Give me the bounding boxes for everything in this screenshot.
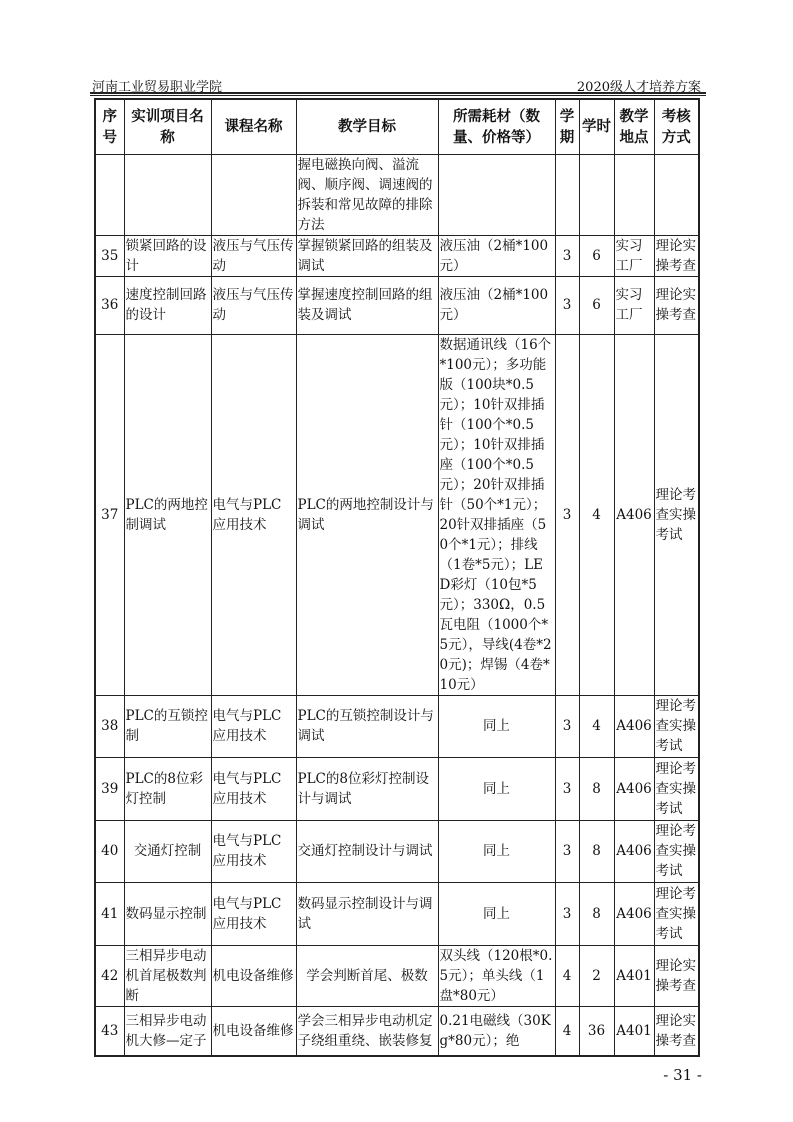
cell-course: 液压与气压传动 bbox=[211, 276, 296, 334]
cell-place: A406 bbox=[614, 757, 654, 820]
column-header: 课程名称 bbox=[211, 99, 296, 154]
cell-hours: 6 bbox=[579, 235, 614, 276]
cell-no: 43 bbox=[95, 1006, 124, 1056]
cell-materials: 同上 bbox=[438, 695, 555, 757]
cell-exam: 理论实操考查 bbox=[654, 1006, 699, 1056]
column-header: 序号 bbox=[95, 99, 124, 154]
cell-place: A406 bbox=[614, 882, 654, 945]
cell-materials: 液压油（2桶*100元） bbox=[438, 235, 555, 276]
cell-goal: 交通灯控制设计与调试 bbox=[296, 820, 438, 882]
column-header: 所需耗材（数量、价格等） bbox=[438, 99, 555, 154]
cell-exam: 理论考查实操考试 bbox=[654, 334, 699, 695]
cell-term: 3 bbox=[555, 820, 579, 882]
column-header: 实训项目名称 bbox=[124, 99, 211, 154]
cell-term: 4 bbox=[555, 945, 579, 1006]
cell-hours: 36 bbox=[579, 1006, 614, 1056]
column-header: 教学目标 bbox=[296, 99, 438, 154]
cell-term: 3 bbox=[555, 882, 579, 945]
cell-project: PLC的8位彩灯控制 bbox=[124, 757, 211, 820]
header-institution: 河南工业贸易职业学院 bbox=[92, 80, 223, 95]
table-row bbox=[95, 276, 699, 334]
table-row bbox=[95, 154, 699, 235]
cell-hours: 4 bbox=[579, 334, 614, 695]
cell-no: 37 bbox=[95, 334, 124, 695]
cell-place: A406 bbox=[614, 695, 654, 757]
cell-no: 38 bbox=[95, 695, 124, 757]
table-row bbox=[95, 882, 699, 945]
cell-project: 数码显示控制 bbox=[124, 882, 211, 945]
cell-term: 3 bbox=[555, 235, 579, 276]
cell-place: 实习工厂 bbox=[614, 235, 654, 276]
page-number: - 31 - bbox=[663, 1066, 702, 1084]
cell-no bbox=[95, 154, 124, 235]
training-projects-table bbox=[94, 98, 700, 1057]
cell-place: A406 bbox=[614, 334, 654, 695]
cell-materials: 双头线（120根*0.5元）；单头线（1盘*80元） bbox=[438, 945, 555, 1006]
cell-goal: 数码显示控制设计与调试 bbox=[296, 882, 438, 945]
cell-place: A406 bbox=[614, 820, 654, 882]
cell-goal: PLC的两地控制设计与调试 bbox=[296, 334, 438, 695]
table-row bbox=[95, 334, 699, 695]
cell-exam: 理论考查实操考试 bbox=[654, 882, 699, 945]
column-header: 学时 bbox=[579, 99, 614, 154]
cell-course: 电气与PLC应用技术 bbox=[211, 820, 296, 882]
cell-course: 机电设备维修 bbox=[211, 1006, 296, 1056]
cell-course: 电气与PLC应用技术 bbox=[211, 695, 296, 757]
page-content bbox=[94, 98, 702, 1085]
cell-hours: 8 bbox=[579, 757, 614, 820]
cell-course bbox=[211, 154, 296, 235]
cell-no: 36 bbox=[95, 276, 124, 334]
header-divider bbox=[90, 92, 706, 94]
cell-exam: 理论考查实操考试 bbox=[654, 695, 699, 757]
cell-hours: 4 bbox=[579, 695, 614, 757]
table-header-row bbox=[95, 99, 699, 154]
cell-course: 机电设备维修 bbox=[211, 945, 296, 1006]
cell-goal: PLC的8位彩灯控制设计与调试 bbox=[296, 757, 438, 820]
cell-project: PLC的互锁控制 bbox=[124, 695, 211, 757]
cell-hours: 8 bbox=[579, 882, 614, 945]
cell-goal: 学会三相异步电动机定子绕组重绕、嵌装修复 bbox=[296, 1006, 438, 1056]
cell-term: 3 bbox=[555, 757, 579, 820]
column-header: 教学地点 bbox=[614, 99, 654, 154]
cell-exam: 理论考查实操考试 bbox=[654, 820, 699, 882]
cell-place bbox=[614, 154, 654, 235]
table-row bbox=[95, 820, 699, 882]
cell-materials: 同上 bbox=[438, 882, 555, 945]
header-doc-title: 2020级人才培养方案 bbox=[576, 80, 701, 95]
cell-project: 三相异步电动机首尾极数判断 bbox=[124, 945, 211, 1006]
cell-project: PLC的两地控制调试 bbox=[124, 334, 211, 695]
cell-hours: 8 bbox=[579, 820, 614, 882]
cell-exam: 理论实操考查 bbox=[654, 276, 699, 334]
cell-materials: 液压油（2桶*100元） bbox=[438, 276, 555, 334]
cell-goal: 掌握速度控制回路的组装及调试 bbox=[296, 276, 438, 334]
cell-exam: 理论考查实操考试 bbox=[654, 757, 699, 820]
cell-course: 液压与气压传动 bbox=[211, 235, 296, 276]
header-divider-thin bbox=[90, 95, 706, 96]
cell-materials: 0.21电磁线（30Kg*80元）；绝 bbox=[438, 1006, 555, 1056]
cell-project: 速度控制回路的设计 bbox=[124, 276, 211, 334]
cell-project: 锁紧回路的设计 bbox=[124, 235, 211, 276]
cell-materials: 同上 bbox=[438, 820, 555, 882]
cell-course: 电气与PLC应用技术 bbox=[211, 882, 296, 945]
cell-goal: PLC的互锁控制设计与调试 bbox=[296, 695, 438, 757]
cell-course: 电气与PLC应用技术 bbox=[211, 757, 296, 820]
cell-project bbox=[124, 154, 211, 235]
table-row bbox=[95, 757, 699, 820]
cell-no: 35 bbox=[95, 235, 124, 276]
cell-goal: 握电磁换向阀、溢流阀、顺序阀、调速阀的拆装和常见故障的排除方法 bbox=[296, 154, 438, 235]
cell-no: 41 bbox=[95, 882, 124, 945]
cell-term: 3 bbox=[555, 695, 579, 757]
cell-course: 电气与PLC应用技术 bbox=[211, 334, 296, 695]
table-row bbox=[95, 1006, 699, 1056]
cell-hours: 2 bbox=[579, 945, 614, 1006]
cell-place: 实习工厂 bbox=[614, 276, 654, 334]
table-row bbox=[95, 945, 699, 1006]
cell-materials bbox=[438, 154, 555, 235]
cell-term: 3 bbox=[555, 276, 579, 334]
cell-place: A401 bbox=[614, 945, 654, 1006]
column-header: 考核方式 bbox=[654, 99, 699, 154]
cell-materials: 数据通讯线（16个*100元）；多功能版（100块*0.5元）；10针双排插针（100个*0.5元）；10针双排插座（100个*0.5元）；20针双排插针（50个*1元）；20针双排插座（50个*1元）；排线（1卷*5元）；LED彩灯（10包*5元）；330Ω，0.5瓦电阻（1000个*5元），导线(4卷*20元)；焊锡（4卷*10元） bbox=[438, 334, 555, 695]
cell-exam bbox=[654, 154, 699, 235]
cell-exam: 理论实操考查 bbox=[654, 235, 699, 276]
cell-no: 39 bbox=[95, 757, 124, 820]
cell-term bbox=[555, 154, 579, 235]
column-header: 学期 bbox=[555, 99, 579, 154]
cell-no: 40 bbox=[95, 820, 124, 882]
cell-exam: 理论实操考查 bbox=[654, 945, 699, 1006]
cell-goal: 掌握锁紧回路的组装及调试 bbox=[296, 235, 438, 276]
cell-materials: 同上 bbox=[438, 757, 555, 820]
cell-hours: 6 bbox=[579, 276, 614, 334]
cell-hours bbox=[579, 154, 614, 235]
cell-no: 42 bbox=[95, 945, 124, 1006]
cell-project: 三相异步电动机大修—定子 bbox=[124, 1006, 211, 1056]
cell-project: 交通灯控制 bbox=[124, 820, 211, 882]
cell-term: 4 bbox=[555, 1006, 579, 1056]
cell-term: 3 bbox=[555, 334, 579, 695]
cell-place: A401 bbox=[614, 1006, 654, 1056]
table-row bbox=[95, 235, 699, 276]
table-row bbox=[95, 695, 699, 757]
cell-goal: 学会判断首尾、极数 bbox=[296, 945, 438, 1006]
